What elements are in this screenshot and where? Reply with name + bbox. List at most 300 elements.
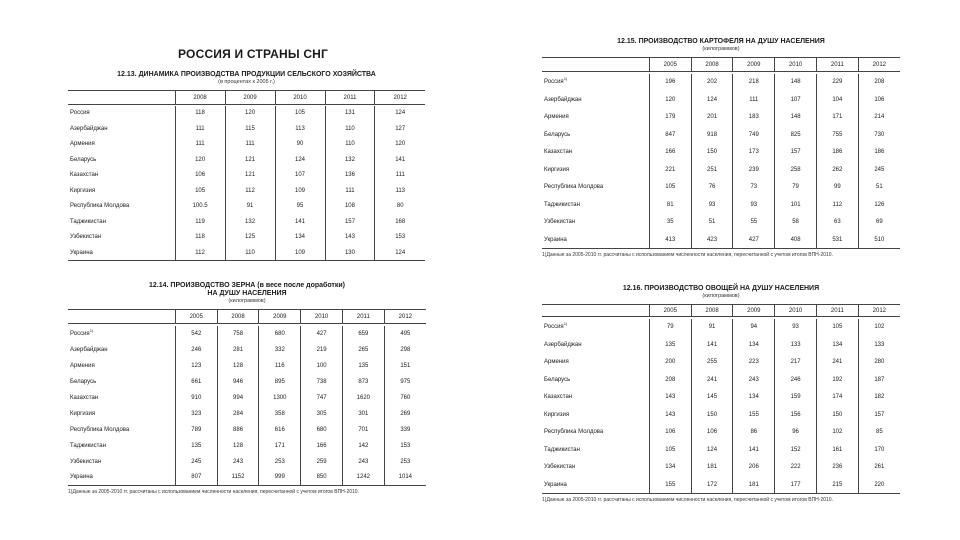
table-row [68, 342, 426, 358]
year-header: 2008 [175, 91, 225, 105]
value-cell: 219 [301, 342, 343, 358]
country-name: Узбекистан [70, 458, 102, 465]
value-cell: 123 [175, 358, 217, 374]
value-cell: 758 [217, 326, 259, 342]
value-cell: 91 [691, 319, 733, 337]
table-footnote: 1)Данные за 2005-2010 гг. рассчитаны с использованием численности населения, пересчитанной с учетом итогов ВПН-2010. [542, 497, 833, 503]
country-name: Азербайджан [70, 125, 108, 132]
value-cell: 143 [649, 406, 691, 424]
footnote-marker: 1) [563, 76, 568, 82]
table-title-line: 12.13. ДИНАМИКА ПРОИЗВОДСТВА ПРОДУКЦИИ СЕЛЬСКОГО ХОЗЯЙСТВА [117, 71, 376, 78]
value-cell: 192 [816, 371, 858, 389]
value-cell: 975 [384, 374, 426, 390]
value-cell: 155 [649, 476, 691, 494]
table-units: (в процентах к 2005 г.) [218, 79, 275, 85]
value-cell: 135 [342, 358, 384, 374]
country-name: Россия [70, 330, 90, 337]
country-name: Армения [70, 141, 95, 148]
value-cell: 281 [217, 342, 259, 358]
value-cell: 132 [225, 214, 275, 230]
table-row [68, 245, 425, 261]
value-cell: 79 [775, 179, 817, 197]
value-cell: 51 [691, 214, 733, 232]
table-row [68, 438, 426, 454]
country-name: Украина [544, 236, 567, 243]
country-cell [542, 389, 649, 407]
country-cell [542, 319, 649, 337]
value-cell: 141 [375, 152, 425, 168]
country-name: Армения [70, 362, 95, 369]
value-cell: 187 [858, 371, 900, 389]
country-cell [68, 245, 175, 261]
table-row [542, 354, 900, 372]
value-cell: 495 [384, 326, 426, 342]
table-row [542, 459, 900, 477]
value-cell: 358 [259, 406, 301, 422]
country-name: Украина [544, 481, 567, 488]
value-cell: 659 [342, 326, 384, 342]
value-cell: 186 [858, 144, 900, 162]
country-name: Казахстан [544, 149, 573, 156]
value-cell: 239 [733, 161, 775, 179]
value-cell: 323 [175, 406, 217, 422]
value-cell: 108 [325, 199, 375, 215]
data-table [542, 57, 900, 249]
value-cell: 120 [225, 106, 275, 122]
value-cell: 243 [217, 454, 259, 470]
value-cell: 305 [301, 406, 343, 422]
value-cell: 157 [858, 406, 900, 424]
footnote-marker: 1) [89, 327, 94, 333]
value-cell: 133 [858, 336, 900, 354]
value-cell: 246 [175, 342, 217, 358]
table-title-line: НА ДУШУ НАСЕЛЕНИЯ [207, 290, 287, 297]
value-cell: 253 [259, 454, 301, 470]
value-cell: 157 [325, 214, 375, 230]
value-cell: 542 [175, 326, 217, 342]
value-cell: 93 [733, 196, 775, 214]
value-cell: 151 [384, 358, 426, 374]
country-cell [542, 406, 649, 424]
table-row [68, 183, 425, 199]
table-row [542, 196, 900, 214]
value-cell: 245 [175, 454, 217, 470]
value-cell: 63 [816, 214, 858, 232]
value-cell: 110 [325, 121, 375, 137]
value-cell: 616 [259, 422, 301, 438]
value-cell: 261 [858, 459, 900, 477]
table-units: (килограммов) [228, 298, 266, 304]
value-cell: 124 [375, 245, 425, 261]
value-cell: 93 [691, 196, 733, 214]
country-cell [68, 454, 175, 470]
data-table [542, 304, 900, 494]
value-cell: 100.5 [175, 199, 225, 215]
value-cell: 128 [217, 358, 259, 374]
value-cell: 174 [816, 389, 858, 407]
value-cell: 93 [775, 319, 817, 337]
value-cell: 171 [259, 438, 301, 454]
value-cell: 807 [175, 470, 217, 486]
table-row [542, 424, 900, 442]
value-cell: 96 [775, 424, 817, 442]
data-table [68, 90, 425, 261]
value-cell: 51 [858, 179, 900, 197]
value-cell: 106 [691, 424, 733, 442]
value-cell: 118 [175, 230, 225, 246]
value-cell: 423 [691, 231, 733, 249]
country-name: Таджикистан [544, 446, 580, 453]
value-cell: 142 [342, 438, 384, 454]
value-cell: 214 [858, 109, 900, 127]
year-header: 2009 [733, 305, 775, 317]
value-cell: 332 [259, 342, 301, 358]
footnote-marker: 1) [563, 321, 568, 327]
country-cell [68, 152, 175, 168]
value-cell: 171 [816, 109, 858, 127]
country-name: Украина [70, 474, 93, 481]
table-row [542, 214, 900, 232]
country-cell [68, 358, 175, 374]
value-cell: 265 [342, 342, 384, 358]
country-name: Таджикистан [70, 218, 106, 225]
country-name: Армения [544, 114, 569, 121]
table-row [68, 152, 425, 168]
value-cell: 90 [275, 137, 325, 153]
value-cell: 127 [375, 121, 425, 137]
country-cell [68, 326, 175, 342]
country-cell [542, 476, 649, 494]
value-cell: 150 [691, 144, 733, 162]
country-cell [68, 121, 175, 137]
value-cell: 111 [733, 91, 775, 109]
country-name: Республика Молдова [544, 429, 604, 436]
value-cell: 825 [775, 126, 817, 144]
value-cell: 747 [301, 390, 343, 406]
header-corner [542, 305, 649, 317]
country-cell [542, 144, 649, 162]
value-cell: 134 [649, 459, 691, 477]
value-cell: 215 [816, 476, 858, 494]
table-row [68, 406, 426, 422]
country-cell [542, 214, 649, 232]
value-cell: 179 [649, 109, 691, 127]
table-title-line: 12.14. ПРОИЗВОДСТВО ЗЕРНА (в весе после доработки) [149, 282, 345, 289]
country-cell [68, 230, 175, 246]
table-row [68, 106, 425, 122]
table-12-14 [68, 282, 426, 495]
value-cell: 125 [225, 230, 275, 246]
value-cell: 80 [375, 199, 425, 215]
country-cell [542, 424, 649, 442]
year-header: 2005 [649, 58, 691, 72]
year-header: 2012 [375, 91, 425, 105]
value-cell: 120 [175, 152, 225, 168]
value-cell: 301 [342, 406, 384, 422]
country-cell [542, 161, 649, 179]
value-cell: 69 [858, 214, 900, 232]
country-name: Киргизия [544, 411, 570, 418]
value-cell: 102 [858, 319, 900, 337]
country-cell [542, 109, 649, 127]
value-cell: 115 [225, 121, 275, 137]
country-name: Республика Молдова [70, 203, 130, 210]
value-cell: 111 [325, 183, 375, 199]
year-header: 2009 [259, 310, 301, 324]
value-cell: 107 [275, 168, 325, 184]
year-header: 2010 [275, 91, 325, 105]
table-row [68, 168, 425, 184]
value-cell: 111 [225, 137, 275, 153]
value-cell: 222 [775, 459, 817, 477]
table-row [542, 406, 900, 424]
value-cell: 166 [301, 438, 343, 454]
year-header: 2011 [342, 310, 384, 324]
value-cell: 206 [733, 459, 775, 477]
table-12-16 [542, 285, 900, 503]
country-name: Таджикистан [544, 201, 580, 208]
table-12-15 [542, 38, 900, 258]
table-footnote: 1)Данные за 2005-2010 гг. рассчитаны с использованием численности населения, пересчитанной с учетом итогов ВПН-2010. [542, 252, 833, 258]
value-cell: 134 [733, 389, 775, 407]
value-cell: 119 [175, 214, 225, 230]
header-corner [542, 58, 649, 72]
value-cell: 427 [733, 231, 775, 249]
value-cell: 253 [384, 454, 426, 470]
value-cell: 35 [649, 214, 691, 232]
table-row [68, 326, 426, 342]
value-cell: 107 [775, 91, 817, 109]
value-cell: 111 [175, 137, 225, 153]
value-cell: 738 [301, 374, 343, 390]
value-cell: 918 [691, 126, 733, 144]
value-cell: 170 [858, 441, 900, 459]
value-cell: 236 [816, 459, 858, 477]
value-cell: 1300 [259, 390, 301, 406]
value-cell: 106 [175, 168, 225, 184]
year-header: 2008 [217, 310, 259, 324]
value-cell: 106 [858, 91, 900, 109]
value-cell: 1152 [217, 470, 259, 486]
value-cell: 105 [175, 183, 225, 199]
value-cell: 124 [691, 441, 733, 459]
value-cell: 141 [275, 214, 325, 230]
year-header: 2011 [325, 91, 375, 105]
value-cell: 124 [691, 91, 733, 109]
value-cell: 886 [217, 422, 259, 438]
value-cell: 999 [259, 470, 301, 486]
value-cell: 109 [275, 245, 325, 261]
value-cell: 134 [733, 336, 775, 354]
year-header: 2010 [301, 310, 343, 324]
value-cell: 218 [733, 74, 775, 92]
year-header: 2010 [775, 305, 817, 317]
country-cell [542, 179, 649, 197]
year-header: 2008 [691, 58, 733, 72]
value-cell: 1620 [342, 390, 384, 406]
table-row [542, 91, 900, 109]
country-cell [542, 231, 649, 249]
table-12-13 [68, 71, 425, 261]
value-cell: 241 [691, 371, 733, 389]
value-cell: 111 [375, 168, 425, 184]
country-cell [68, 374, 175, 390]
value-cell: 760 [384, 390, 426, 406]
country-cell [542, 196, 649, 214]
value-cell: 100 [301, 358, 343, 374]
value-cell: 99 [816, 179, 858, 197]
country-cell [542, 336, 649, 354]
table-row [68, 137, 425, 153]
table-row [542, 336, 900, 354]
table-row [542, 126, 900, 144]
value-cell: 131 [325, 106, 375, 122]
value-cell: 243 [342, 454, 384, 470]
page-heading: РОССИЯ И СТРАНЫ СНГ [178, 47, 329, 61]
value-cell: 245 [858, 161, 900, 179]
table-row [68, 390, 426, 406]
value-cell: 243 [733, 371, 775, 389]
value-cell: 85 [858, 424, 900, 442]
value-cell: 156 [775, 406, 817, 424]
value-cell: 183 [733, 109, 775, 127]
year-header: 2011 [816, 305, 858, 317]
value-cell: 145 [691, 389, 733, 407]
year-header: 2012 [384, 310, 426, 324]
value-cell: 112 [816, 196, 858, 214]
value-cell: 161 [816, 441, 858, 459]
value-cell: 113 [375, 183, 425, 199]
value-cell: 81 [649, 196, 691, 214]
value-cell: 105 [816, 319, 858, 337]
value-cell: 730 [858, 126, 900, 144]
value-cell: 155 [733, 406, 775, 424]
value-cell: 241 [816, 354, 858, 372]
country-name: Узбекистан [70, 234, 102, 241]
value-cell: 150 [691, 406, 733, 424]
value-cell: 221 [649, 161, 691, 179]
value-cell: 95 [275, 199, 325, 215]
value-cell: 280 [858, 354, 900, 372]
value-cell: 680 [259, 326, 301, 342]
country-name: Россия [544, 324, 564, 331]
country-cell [68, 183, 175, 199]
value-cell: 148 [775, 109, 817, 127]
value-cell: 79 [649, 319, 691, 337]
country-name: Узбекистан [544, 219, 576, 226]
table-row [542, 179, 900, 197]
value-cell: 132 [325, 152, 375, 168]
value-cell: 73 [733, 179, 775, 197]
country-name: Россия [544, 79, 564, 86]
country-cell [68, 199, 175, 215]
value-cell: 133 [775, 336, 817, 354]
value-cell: 229 [816, 74, 858, 92]
value-cell: 255 [691, 354, 733, 372]
value-cell: 148 [775, 74, 817, 92]
country-name: Беларусь [544, 376, 571, 383]
value-cell: 120 [649, 91, 691, 109]
value-cell: 1014 [384, 470, 426, 486]
value-cell: 153 [384, 438, 426, 454]
value-cell: 196 [649, 74, 691, 92]
value-cell: 94 [733, 319, 775, 337]
value-cell: 284 [217, 406, 259, 422]
table-row [542, 441, 900, 459]
value-cell: 110 [325, 137, 375, 153]
country-name: Армения [544, 359, 569, 366]
country-cell [68, 137, 175, 153]
value-cell: 177 [775, 476, 817, 494]
table-row [542, 231, 900, 249]
country-name: Республика Молдова [70, 426, 130, 433]
value-cell: 141 [733, 441, 775, 459]
value-cell: 413 [649, 231, 691, 249]
value-cell: 217 [775, 354, 817, 372]
country-cell [68, 106, 175, 122]
value-cell: 680 [301, 422, 343, 438]
country-name: Казахстан [70, 394, 99, 401]
country-name: Киргизия [70, 187, 96, 194]
value-cell: 789 [175, 422, 217, 438]
value-cell: 208 [858, 74, 900, 92]
year-header: 2011 [816, 58, 858, 72]
table-row [542, 319, 900, 337]
value-cell: 157 [775, 144, 817, 162]
value-cell: 166 [649, 144, 691, 162]
table-units: (килограммов) [702, 293, 740, 299]
value-cell: 181 [733, 476, 775, 494]
year-header: 2009 [733, 58, 775, 72]
value-cell: 246 [775, 371, 817, 389]
year-header: 2012 [858, 58, 900, 72]
value-cell: 202 [691, 74, 733, 92]
value-cell: 510 [858, 231, 900, 249]
table-row [68, 470, 426, 486]
country-name: Азербайджан [544, 341, 582, 348]
data-table [68, 309, 426, 486]
value-cell: 259 [301, 454, 343, 470]
table-row [542, 161, 900, 179]
table-row [68, 454, 426, 470]
country-name: Беларусь [70, 378, 97, 385]
value-cell: 130 [325, 245, 375, 261]
country-cell [68, 438, 175, 454]
value-cell: 182 [858, 389, 900, 407]
value-cell: 895 [259, 374, 301, 390]
value-cell: 134 [816, 336, 858, 354]
value-cell: 124 [375, 106, 425, 122]
country-name: Таджикистан [70, 442, 106, 449]
header-corner [68, 91, 175, 105]
country-cell [68, 422, 175, 438]
value-cell: 186 [816, 144, 858, 162]
table-title-line: 12.15. ПРОИЗВОДСТВО КАРТОФЕЛЯ НА ДУШУ НАСЕЛЕНИЯ [617, 38, 825, 45]
value-cell: 749 [733, 126, 775, 144]
value-cell: 339 [384, 422, 426, 438]
value-cell: 55 [733, 214, 775, 232]
value-cell: 102 [816, 424, 858, 442]
value-cell: 110 [225, 245, 275, 261]
value-cell: 120 [375, 137, 425, 153]
value-cell: 112 [175, 245, 225, 261]
value-cell: 116 [259, 358, 301, 374]
value-cell: 124 [275, 152, 325, 168]
country-name: Украина [70, 249, 93, 256]
country-name: Республика Молдова [544, 184, 604, 191]
country-cell [542, 441, 649, 459]
value-cell: 58 [775, 214, 817, 232]
